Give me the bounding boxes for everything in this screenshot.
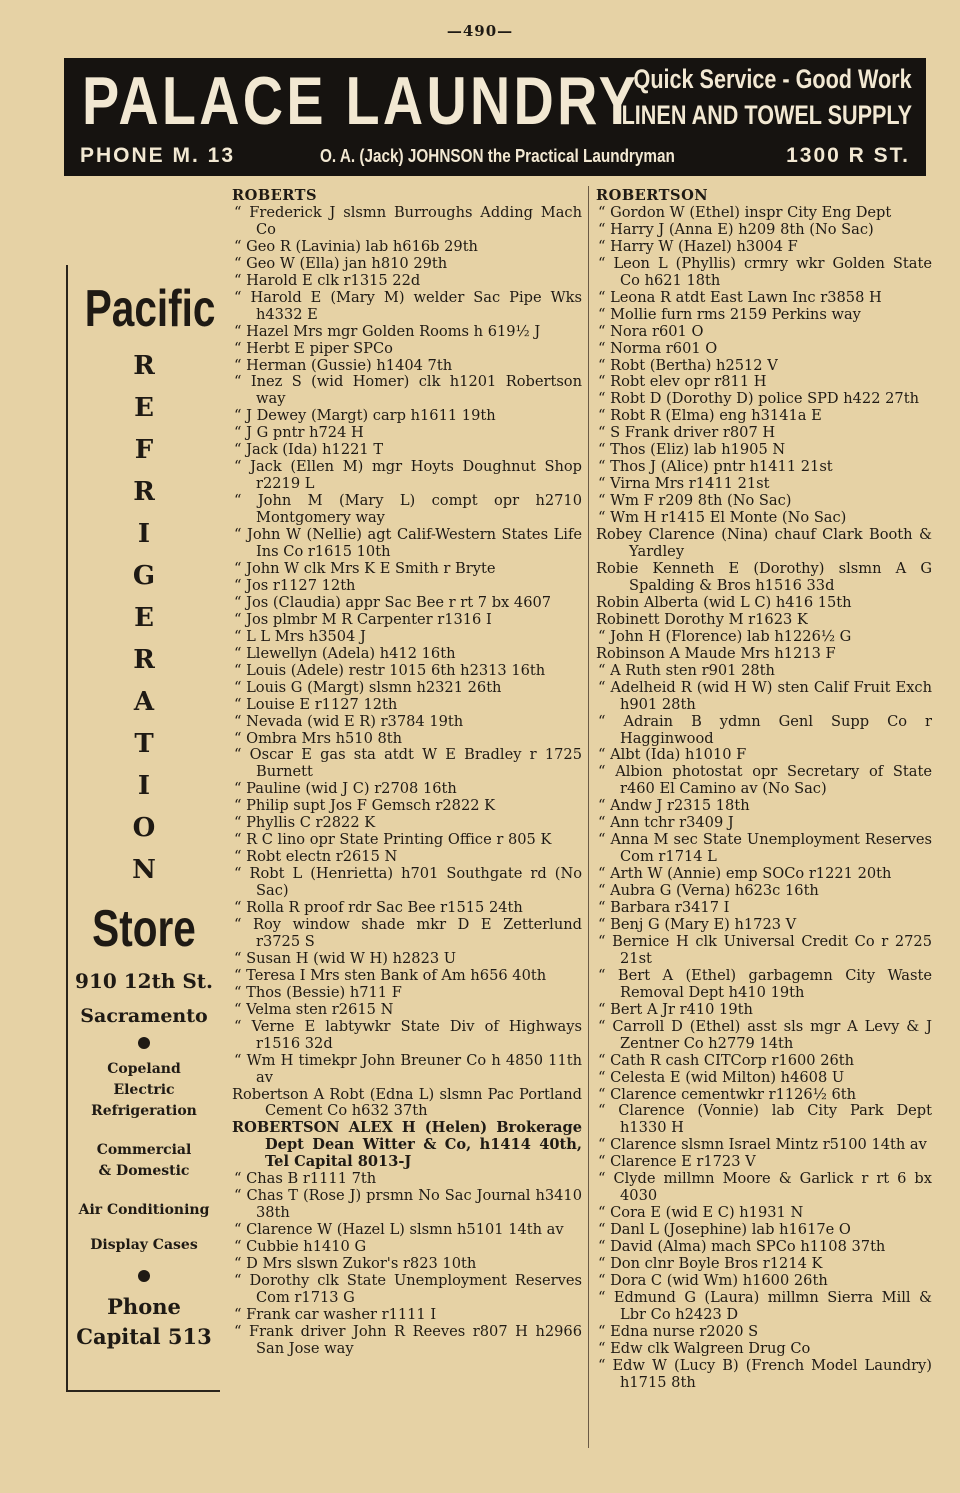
directory-entry: “ Herbt E piper SPCo: [234, 339, 393, 357]
directory-entry: “ Jos (Claudia) appr Sac Bee r rt 7 bx 4607: [234, 593, 552, 611]
directory-entry: “ Mollie furn rms 2159 Perkins way: [598, 305, 861, 323]
directory-entry: “ Chas T (Rose J) prsmn No Sac Journal h3410 38th: [234, 1187, 582, 1222]
directory-entry: “ Celesta E (wid Milton) h4608 U: [598, 1068, 845, 1086]
directory-entry: “ Pauline (wid J C) r2708 16th: [234, 780, 457, 798]
directory-entry: “ Norma r601 O: [598, 339, 718, 357]
directory-entry: “ Albt (Ida) h1010 F: [598, 746, 747, 764]
refrigeration-side-advertisement: [66, 265, 220, 1392]
ad-letter: T: [134, 729, 154, 759]
directory-entry: “ Oscar E gas sta atdt W E Bradley r 1725 Burnett: [234, 746, 582, 781]
directory-entry: “ Clarence W (Hazel L) slsmn h5101 14th av: [234, 1221, 564, 1239]
directory-entry: “ Robt electn r2615 N: [234, 848, 398, 866]
directory-entry: “ Arth W (Annie) emp SOCo r1221 20th: [598, 865, 892, 883]
directory-entry: “ Harold E (Mary M) welder Sac Pipe Wks h4332 E: [234, 288, 582, 323]
directory-entry: “ Ombra Mrs h510 8th: [234, 729, 403, 747]
ad-feature-display: Display Cases: [90, 1237, 198, 1253]
directory-entry: “ Leona R atdt East Lawn Inc r3858 H: [598, 288, 882, 306]
directory-entry: “ Frank driver John R Reeves r807 H h2966 San Jose way: [234, 1322, 582, 1357]
page-number: —490—: [446, 22, 514, 40]
ad-letter: N: [132, 855, 156, 885]
directory-entry: “ Thos (Bessie) h711 F: [234, 983, 402, 1001]
directory-entry: “ Cath R cash CITCorp r1600 26th: [598, 1051, 855, 1069]
banner-owner: O. A. (Jack) JOHNSON the Practical Laundryman: [320, 146, 675, 166]
directory-entry: “ Nevada (wid E R) r3784 19th: [234, 712, 464, 730]
directory-entry: “ Robt L (Henrietta) h701 Southgate rd (No Sac): [234, 865, 582, 900]
directory-entry: “ Jack (Ida) h1221 T: [234, 441, 384, 459]
directory-entry: “ Robt D (Dorothy D) police SPD h422 27th: [598, 390, 919, 408]
directory-entry: “ Virna Mrs r1411 21st: [598, 475, 770, 493]
directory-entry: “ John H (Florence) lab h1226½ G: [598, 627, 852, 645]
column-divider: [588, 186, 589, 1448]
directory-entry: “ Harry W (Hazel) h3004 F: [598, 237, 798, 255]
ad-letter: O: [132, 813, 156, 843]
directory-entry: “ Albion photostat opr Secretary of State r460 El Camino av (No Sac): [598, 763, 932, 798]
directory-entry: “ Teresa I Mrs sten Bank of Am h656 40th: [234, 966, 547, 984]
left-entries-list: [232, 205, 582, 1087]
directory-entry: “ Herman (Gussie) h1404 7th: [234, 356, 453, 374]
ad-vertical-word: [68, 345, 220, 891]
directory-entry: “ Hazel Mrs mgr Golden Rooms h 619½ J: [234, 322, 541, 340]
ad-feature-line: Copeland: [107, 1061, 181, 1077]
directory-entry: Robinett Dorothy M r1623 K: [596, 610, 808, 628]
directory-entry: “ Jos plmbr M R Carpenter r1316 I: [234, 610, 492, 628]
directory-entry: “ Clarence E r1723 V: [598, 1153, 756, 1171]
directory-entry: “ Ann tchr r3409 J: [598, 814, 734, 832]
directory-entry: “ John W clk Mrs K E Smith r Bryte: [234, 559, 496, 577]
directory-entry: “ A Ruth sten r901 28th: [598, 661, 775, 679]
ad-letter: R: [133, 477, 155, 507]
directory-entry: “ Clarence cementwkr r1126½ 6th: [598, 1085, 857, 1103]
ad-address: 910 12th St.: [75, 969, 213, 993]
directory-entry: “ Jos r1127 12th: [234, 576, 356, 594]
directory-entry: “ Clarence (Vonnie) lab City Park Dept h1330 H: [598, 1102, 932, 1137]
directory-entry: “ Thos (Eliz) lab h1905 N: [598, 441, 786, 459]
directory-entry: “ Velma sten r2615 N: [234, 1000, 394, 1018]
directory-entry: “ Dora C (wid Wm) h1600 26th: [598, 1272, 828, 1289]
ad-feature-line: & Domestic: [98, 1163, 190, 1179]
directory-entry: “ J Dewey (Margt) carp h1611 19th: [234, 407, 496, 425]
ad-feature-line: Electric: [113, 1082, 175, 1098]
directory-entry: “ Louise E r1127 12th: [234, 695, 398, 713]
directory-entry: “ Bert A Jr r410 19th: [598, 1000, 753, 1018]
directory-entry: “ Robt elev opr r811 H: [598, 373, 767, 391]
ad-letter: F: [134, 435, 154, 465]
banner-phone: PHONE M. 13: [80, 144, 236, 167]
directory-entry: “ D Mrs slswn Zukor's r823 10th: [234, 1255, 477, 1273]
directory-entry: “ John W (Nellie) agt Calif-Western States Life Ins Co r1615 10th: [234, 526, 582, 561]
ad-letter: E: [134, 603, 154, 633]
laundry-advertisement-banner: [64, 58, 926, 176]
directory-entry-featured: ROBERTSON ALEX H (Helen) Brokerage Dept Dean Witter & Co, h1414 40th, Tel Capital 8013-J: [232, 1119, 582, 1171]
directory-entry: “ Harry J (Anna E) h209 8th (No Sac): [598, 220, 874, 238]
ad-letter: E: [134, 393, 154, 423]
directory-entry: “ Nora r601 O: [598, 322, 704, 340]
directory-right-column: [596, 188, 932, 1392]
directory-entry: “ Wm H timekpr John Breuner Co h 4850 11th av: [234, 1051, 582, 1086]
directory-entry: “ Cora E (wid E C) h1931 N: [598, 1204, 804, 1222]
ad-feature-commercial: [68, 1140, 220, 1182]
directory-entry: “ Geo W (Ella) jan h810 29th: [234, 254, 448, 272]
directory-entry: “ S Frank driver r807 H: [598, 424, 776, 442]
directory-entry: “ Verne E labtywkr State Div of Highways r1516 32d: [234, 1017, 582, 1052]
left-robertson-list: [232, 1171, 582, 1357]
directory-left-column: [232, 188, 582, 1358]
ad-city: Sacramento: [80, 1005, 208, 1027]
directory-entry: “ Geo R (Lavinia) lab h616b 29th: [234, 237, 478, 255]
directory-entry: “ Frank car washer r1111 I: [234, 1305, 437, 1323]
directory-entry: “ Gordon W (Ethel) inspr City Eng Dept: [598, 203, 892, 221]
banner-tagline: Quick Service - Good Work: [633, 64, 912, 94]
banner-tagline-secondary: LINEN AND TOWEL SUPPLY: [621, 100, 912, 130]
directory-entry: “ Susan H (wid W H) h2823 U: [234, 949, 457, 967]
directory-entry: “ David (Alma) mach SPCo h1108 37th: [598, 1238, 886, 1256]
ad-feature-line: Refrigeration: [91, 1103, 197, 1119]
directory-entry: Robin Alberta (wid L C) h416 15th: [596, 593, 852, 611]
directory-entry: “ Dorothy clk State Unemployment Reserves Com r1713 G: [234, 1272, 582, 1306]
directory-entry: “ Robt (Bertha) h2512 V: [598, 356, 778, 374]
directory-entry: “ Bernice H clk Universal Credit Co r 2725 21st: [598, 932, 932, 967]
directory-entry: “ Frederick J slsmn Burroughs Adding Mach Co: [234, 203, 582, 238]
directory-entry: “ Aubra G (Verna) h623c 16th: [598, 882, 819, 900]
ad-feature-copeland: [68, 1059, 220, 1122]
directory-entry: “ Harold E clk r1315 22d: [234, 271, 421, 289]
directory-entry: “ Phyllis C r2822 K: [234, 814, 376, 832]
directory-entry: “ R C lino opr State Printing Office r 805 K: [234, 831, 552, 849]
directory-entry: “ Barbara r3417 I: [598, 899, 730, 917]
directory-entry: “ Leon L (Phyllis) crmry wkr Golden State Co h621 18th: [598, 254, 932, 289]
ad-letter: R: [133, 351, 155, 381]
directory-entry: Robertson A Robt (Edna L) slsmn Pac Portland Cement Co h632 37th: [232, 1085, 582, 1120]
ad-letter: R: [133, 645, 155, 675]
directory-entry: “ Andw J r2315 18th: [598, 797, 750, 815]
directory-entry: “ Inez S (wid Homer) clk h1201 Robertson way: [234, 373, 582, 408]
ad-phone-number: Capital 513: [76, 1324, 212, 1349]
right-mid-list: [596, 527, 932, 663]
directory-entry: “ Jack (Ellen M) mgr Hoyts Doughnut Shop r2219 L: [234, 458, 582, 493]
banner-business-name: PALACE LAUNDRY: [82, 63, 640, 139]
bullet-dot-icon: [138, 1037, 150, 1049]
ad-letter: I: [137, 519, 151, 549]
directory-entry: “ Cubbie h1410 G: [234, 1238, 367, 1256]
directory-entry: “ L L Mrs h3504 J: [234, 627, 366, 645]
directory-entry: “ Benj G (Mary E) h1723 V: [598, 915, 797, 933]
directory-entry: “ Wm F r209 8th (No Sac): [598, 492, 792, 510]
bullet-dot-icon: [138, 1270, 150, 1282]
directory-entry: “ Llewellyn (Adela) h412 16th: [234, 644, 456, 662]
directory-entry: “ J G pntr h724 H: [234, 424, 364, 442]
ad-feature-line: Commercial: [96, 1142, 192, 1158]
ad-title: Pacific: [84, 280, 216, 338]
directory-entry: Robinson A Maude Mrs h1213 F: [596, 644, 836, 662]
ad-feature-air: Air Conditioning: [78, 1202, 210, 1218]
directory-entry: “ Wm H r1415 El Monte (No Sac): [598, 509, 847, 527]
ad-letter: A: [133, 687, 155, 717]
directory-entry: “ Edw W (Lucy B) (French Model Laundry) h1715 8th: [598, 1356, 932, 1391]
ad-store: Store: [92, 900, 196, 958]
directory-entry: “ Thos J (Alice) pntr h1411 21st: [598, 458, 833, 476]
right-entries-list: [596, 205, 932, 527]
banner-address: 1300 R ST.: [786, 144, 910, 167]
directory-entry: “ Rolla R proof rdr Sac Bee r1515 24th: [234, 899, 523, 917]
directory-entry: Robey Clarence (Nina) chauf Clark Booth & Yardley: [596, 526, 932, 561]
directory-entry: “ Adrain B ydmn Genl Supp Co r Hagginwood: [598, 712, 932, 747]
directory-entry: “ Clarence slsmn Israel Mintz r5100 14th av: [598, 1136, 927, 1154]
directory-entry: Robie Kenneth E (Dorothy) slsmn A G Spalding & Bros h1516 33d: [596, 559, 932, 594]
directory-entry: “ Anna M sec State Unemployment Reserves Com r1714 L: [598, 831, 932, 866]
directory-entry: “ Louis (Adele) restr 1015 6th h2313 16th: [234, 661, 546, 679]
directory-entry: “ Philip supt Jos F Gemsch r2822 K: [234, 797, 496, 815]
ad-phone-label: Phone: [107, 1294, 181, 1319]
right-robinson-list: [596, 663, 932, 1392]
directory-entry: “ Louis G (Margt) slsmn h2321 26th: [234, 678, 502, 696]
directory-entry: “ Danl L (Josephine) lab h1617e O: [598, 1221, 851, 1239]
surname-heading: ROBERTS: [232, 187, 318, 204]
directory-entry: “ Edna nurse r2020 S: [598, 1322, 759, 1340]
ad-letter: I: [137, 771, 151, 801]
directory-entry: “ Carroll D (Ethel) asst sls mgr A Levy & J Zentner Co h2779 14th: [598, 1017, 932, 1052]
directory-entry: “ Edw clk Walgreen Drug Co: [598, 1339, 811, 1357]
directory-entry: “ Bert A (Ethel) garbagemn City Waste Removal Dept h410 19th: [598, 966, 932, 1001]
directory-entry: “ Don clnr Boyle Bros r1214 K: [598, 1255, 823, 1273]
directory-entry: “ Clyde millmn Moore & Garlick r rt 6 bx 4030: [598, 1170, 932, 1205]
directory-entry: “ Roy window shade mkr D E Zetterlund r3725 S: [234, 915, 582, 950]
directory-entry: “ Adelheid R (wid H W) sten Calif Fruit Exch h901 28th: [598, 678, 932, 713]
directory-entry: “ Edmund G (Laura) millmn Sierra Mill & Lbr Co h2423 D: [598, 1288, 932, 1323]
directory-entry: “ John M (Mary L) compt opr h2710 Montgomery way: [234, 492, 582, 527]
directory-entry: “ Robt R (Elma) eng h3141a E: [598, 407, 822, 425]
directory-entry: “ Chas B r1111 7th: [234, 1170, 377, 1188]
surname-heading: ROBERTSON: [596, 187, 709, 204]
ad-phone: [68, 1292, 220, 1352]
ad-letter: G: [132, 561, 156, 591]
